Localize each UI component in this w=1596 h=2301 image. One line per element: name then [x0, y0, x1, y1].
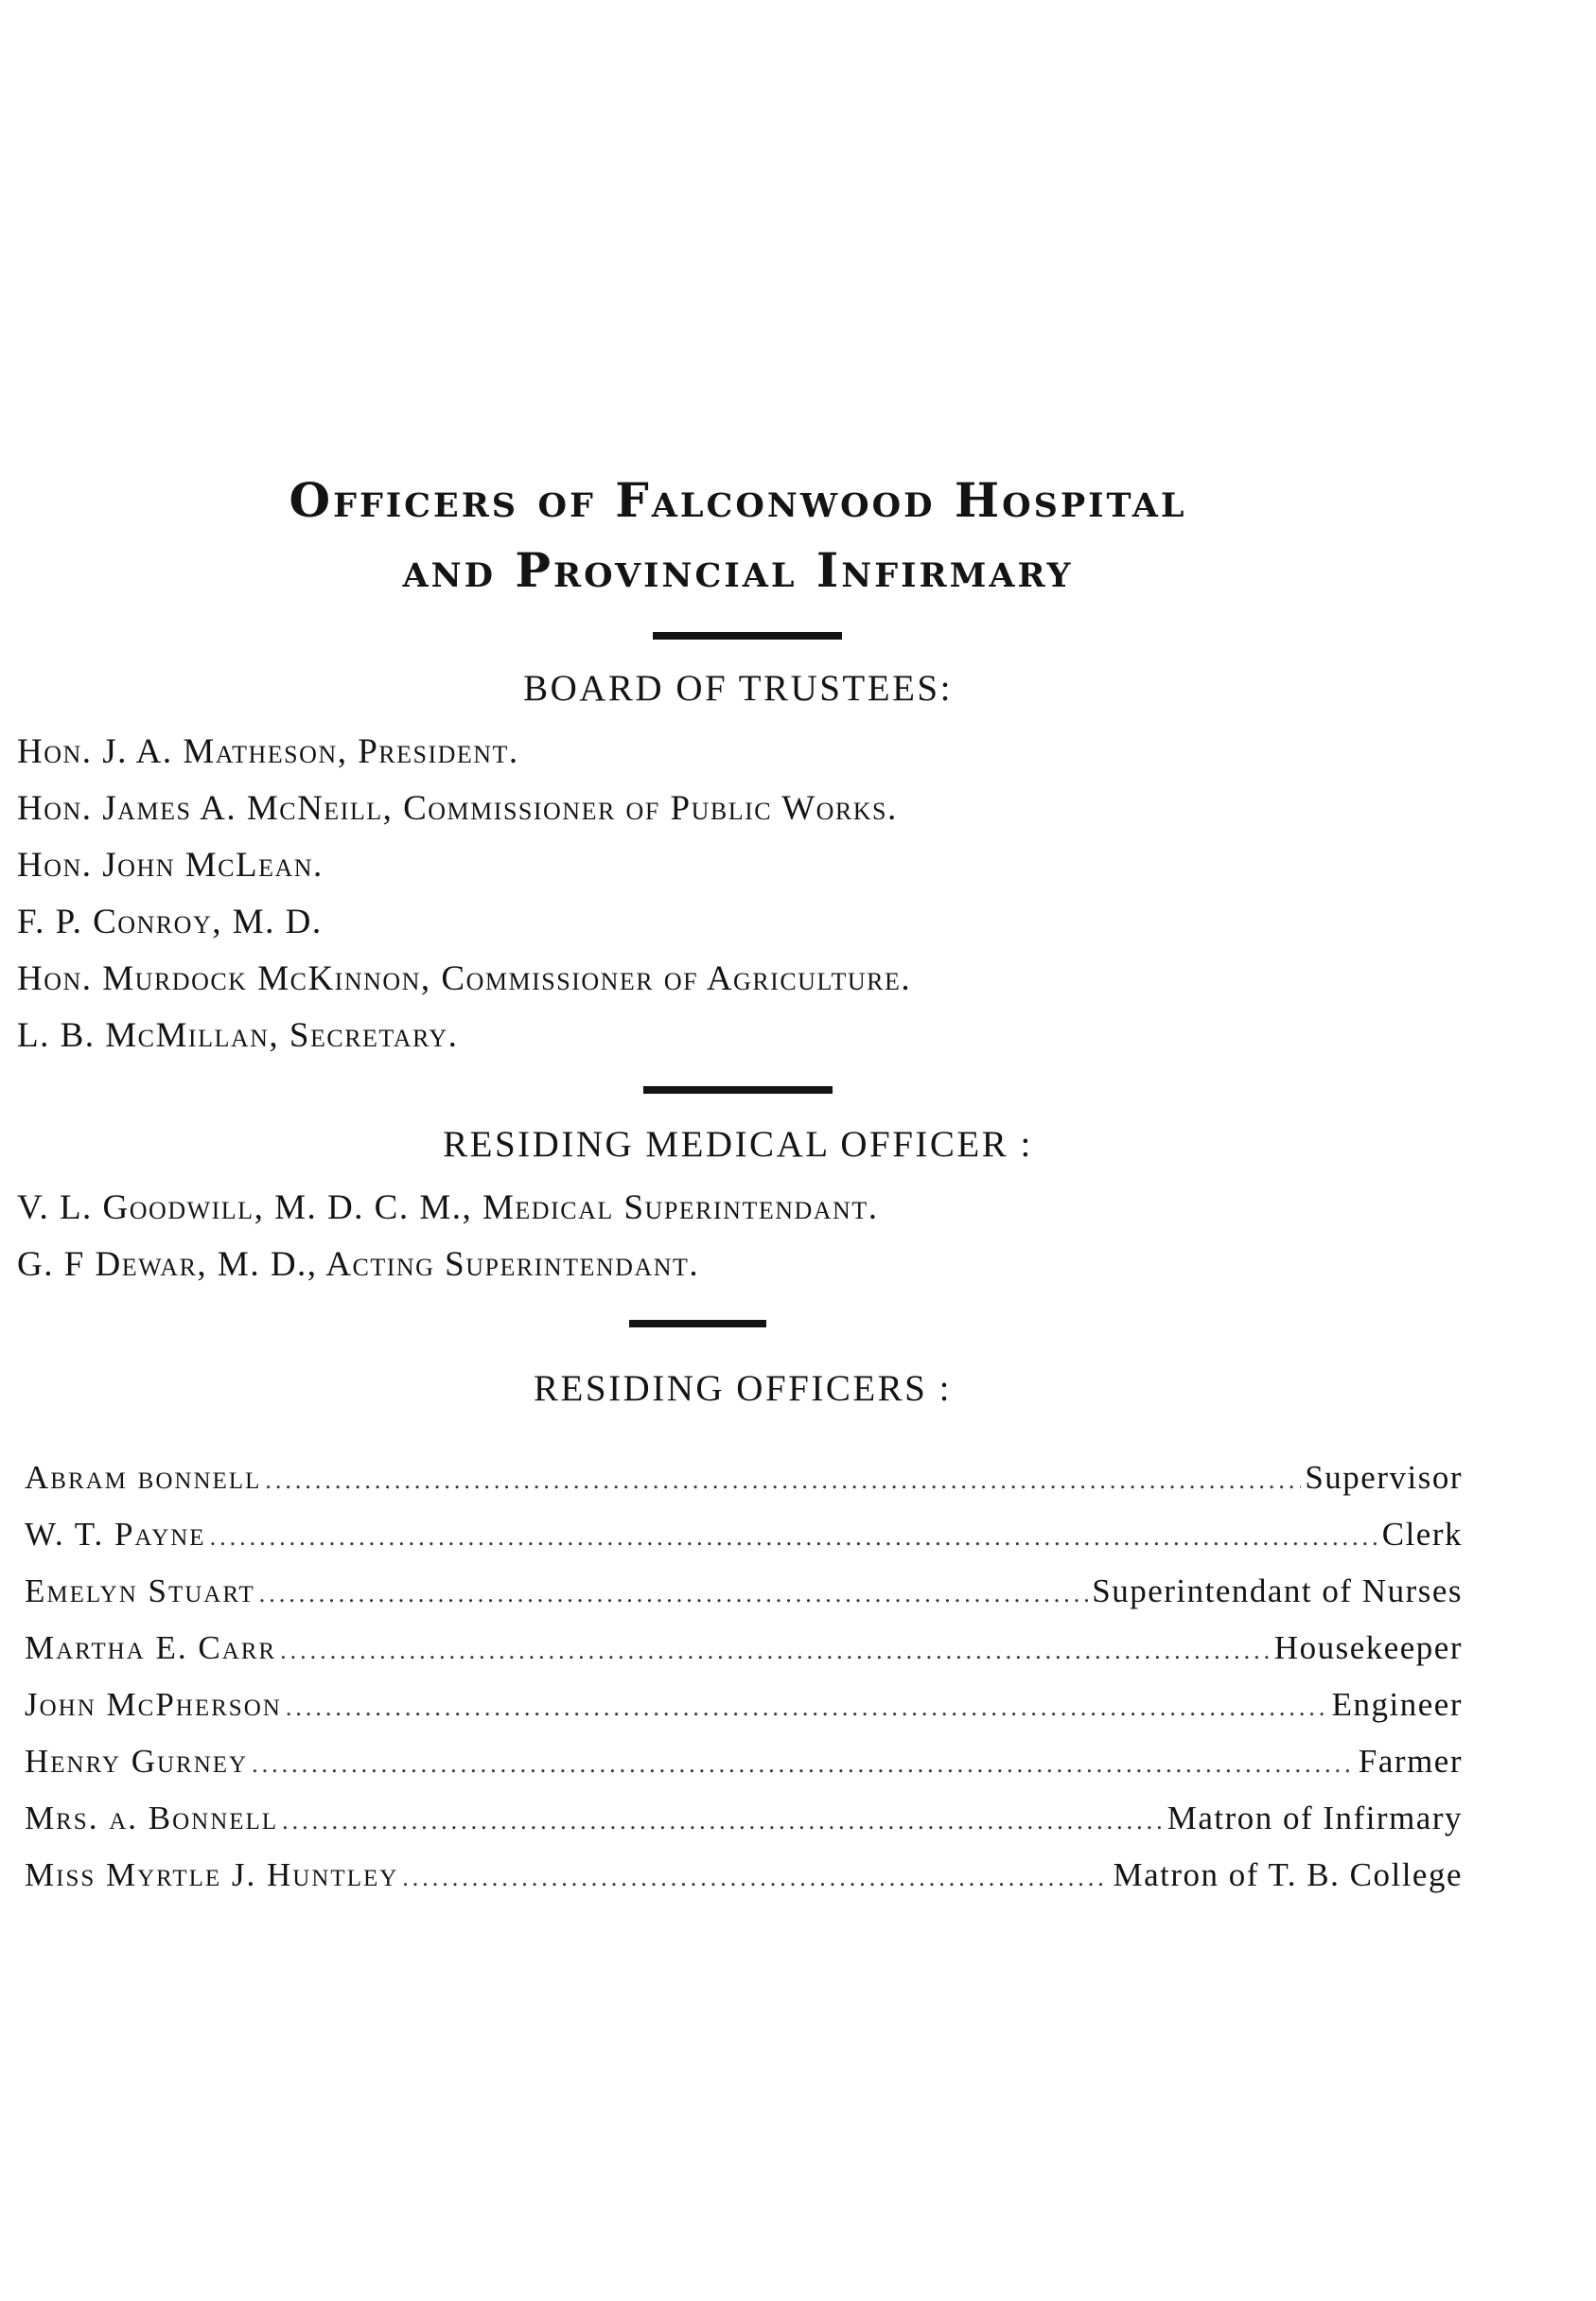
officer-role: Engineer	[1331, 1686, 1463, 1723]
dot-leader	[259, 1582, 1088, 1607]
medical-officer: V. L. Goodwill, M. D. C. M., Medical Superintendant.	[17, 1188, 879, 1227]
page-title-line-1: Officers of Falconwood Hospital	[289, 472, 1187, 528]
officer-row	[25, 1688, 1463, 1721]
officer-role: Supervisor	[1305, 1459, 1463, 1496]
board-heading: BOARD OF TRUSTEES:	[523, 668, 953, 709]
board-member: L. B. McMillan, Secretary.	[17, 1016, 459, 1055]
officer-name: Mrs. a. Bonnell	[25, 1800, 279, 1836]
divider-rule	[643, 1086, 833, 1094]
board-member: Hon. John McLean.	[17, 846, 324, 885]
officer-row	[25, 1461, 1463, 1494]
officer-name: W. T. Payne	[25, 1516, 206, 1553]
officer-role: Housekeeper	[1273, 1629, 1463, 1666]
medical-officer-heading: RESIDING MEDICAL OFFICER :	[443, 1124, 1033, 1165]
officer-row	[25, 1858, 1463, 1891]
board-member: Hon. James A. McNeill, Commissioner of Public Works.	[17, 789, 898, 828]
officer-name: Miss Myrtle J. Huntley	[25, 1856, 399, 1893]
divider-rule	[629, 1320, 766, 1327]
officer-role: Matron of Infirmary	[1166, 1800, 1463, 1836]
officer-role: Superintendant of Nurses	[1092, 1572, 1463, 1609]
dot-leader	[265, 1468, 1301, 1493]
dot-leader	[280, 1639, 1271, 1663]
medical-officer: G. F Dewar, M. D., Acting Superintendant.	[17, 1245, 700, 1284]
officer-row	[25, 1801, 1463, 1835]
officer-row	[25, 1631, 1463, 1664]
divider-rule	[653, 632, 842, 640]
officer-role: Clerk	[1381, 1516, 1463, 1553]
page-title-line-2: and Provincial Infirmary	[402, 542, 1074, 598]
officer-role: Farmer	[1358, 1743, 1463, 1780]
officer-row	[25, 1745, 1463, 1778]
officer-name: John McPherson	[25, 1686, 282, 1723]
dot-leader	[282, 1809, 1164, 1834]
officer-name: Emelyn Stuart	[25, 1572, 255, 1609]
officer-row	[25, 1518, 1463, 1551]
dot-leader	[402, 1866, 1109, 1890]
dot-leader	[210, 1525, 1378, 1550]
officer-role: Matron of T. B. College	[1113, 1856, 1463, 1893]
officer-name: Abram bonnell	[25, 1459, 262, 1496]
officer-name: Martha E. Carr	[25, 1629, 277, 1666]
dot-leader	[252, 1752, 1355, 1777]
dot-leader	[286, 1695, 1328, 1720]
residing-officers-heading: RESIDING OFFICERS :	[534, 1368, 952, 1409]
board-member: Hon. J. A. Matheson, President.	[17, 732, 519, 771]
board-member: Hon. Murdock McKinnon, Commissioner of Agriculture.	[17, 959, 912, 998]
officer-row	[25, 1574, 1463, 1607]
officer-name: Henry Gurney	[25, 1743, 249, 1780]
board-member: F. P. Conroy, M. D.	[17, 903, 323, 941]
